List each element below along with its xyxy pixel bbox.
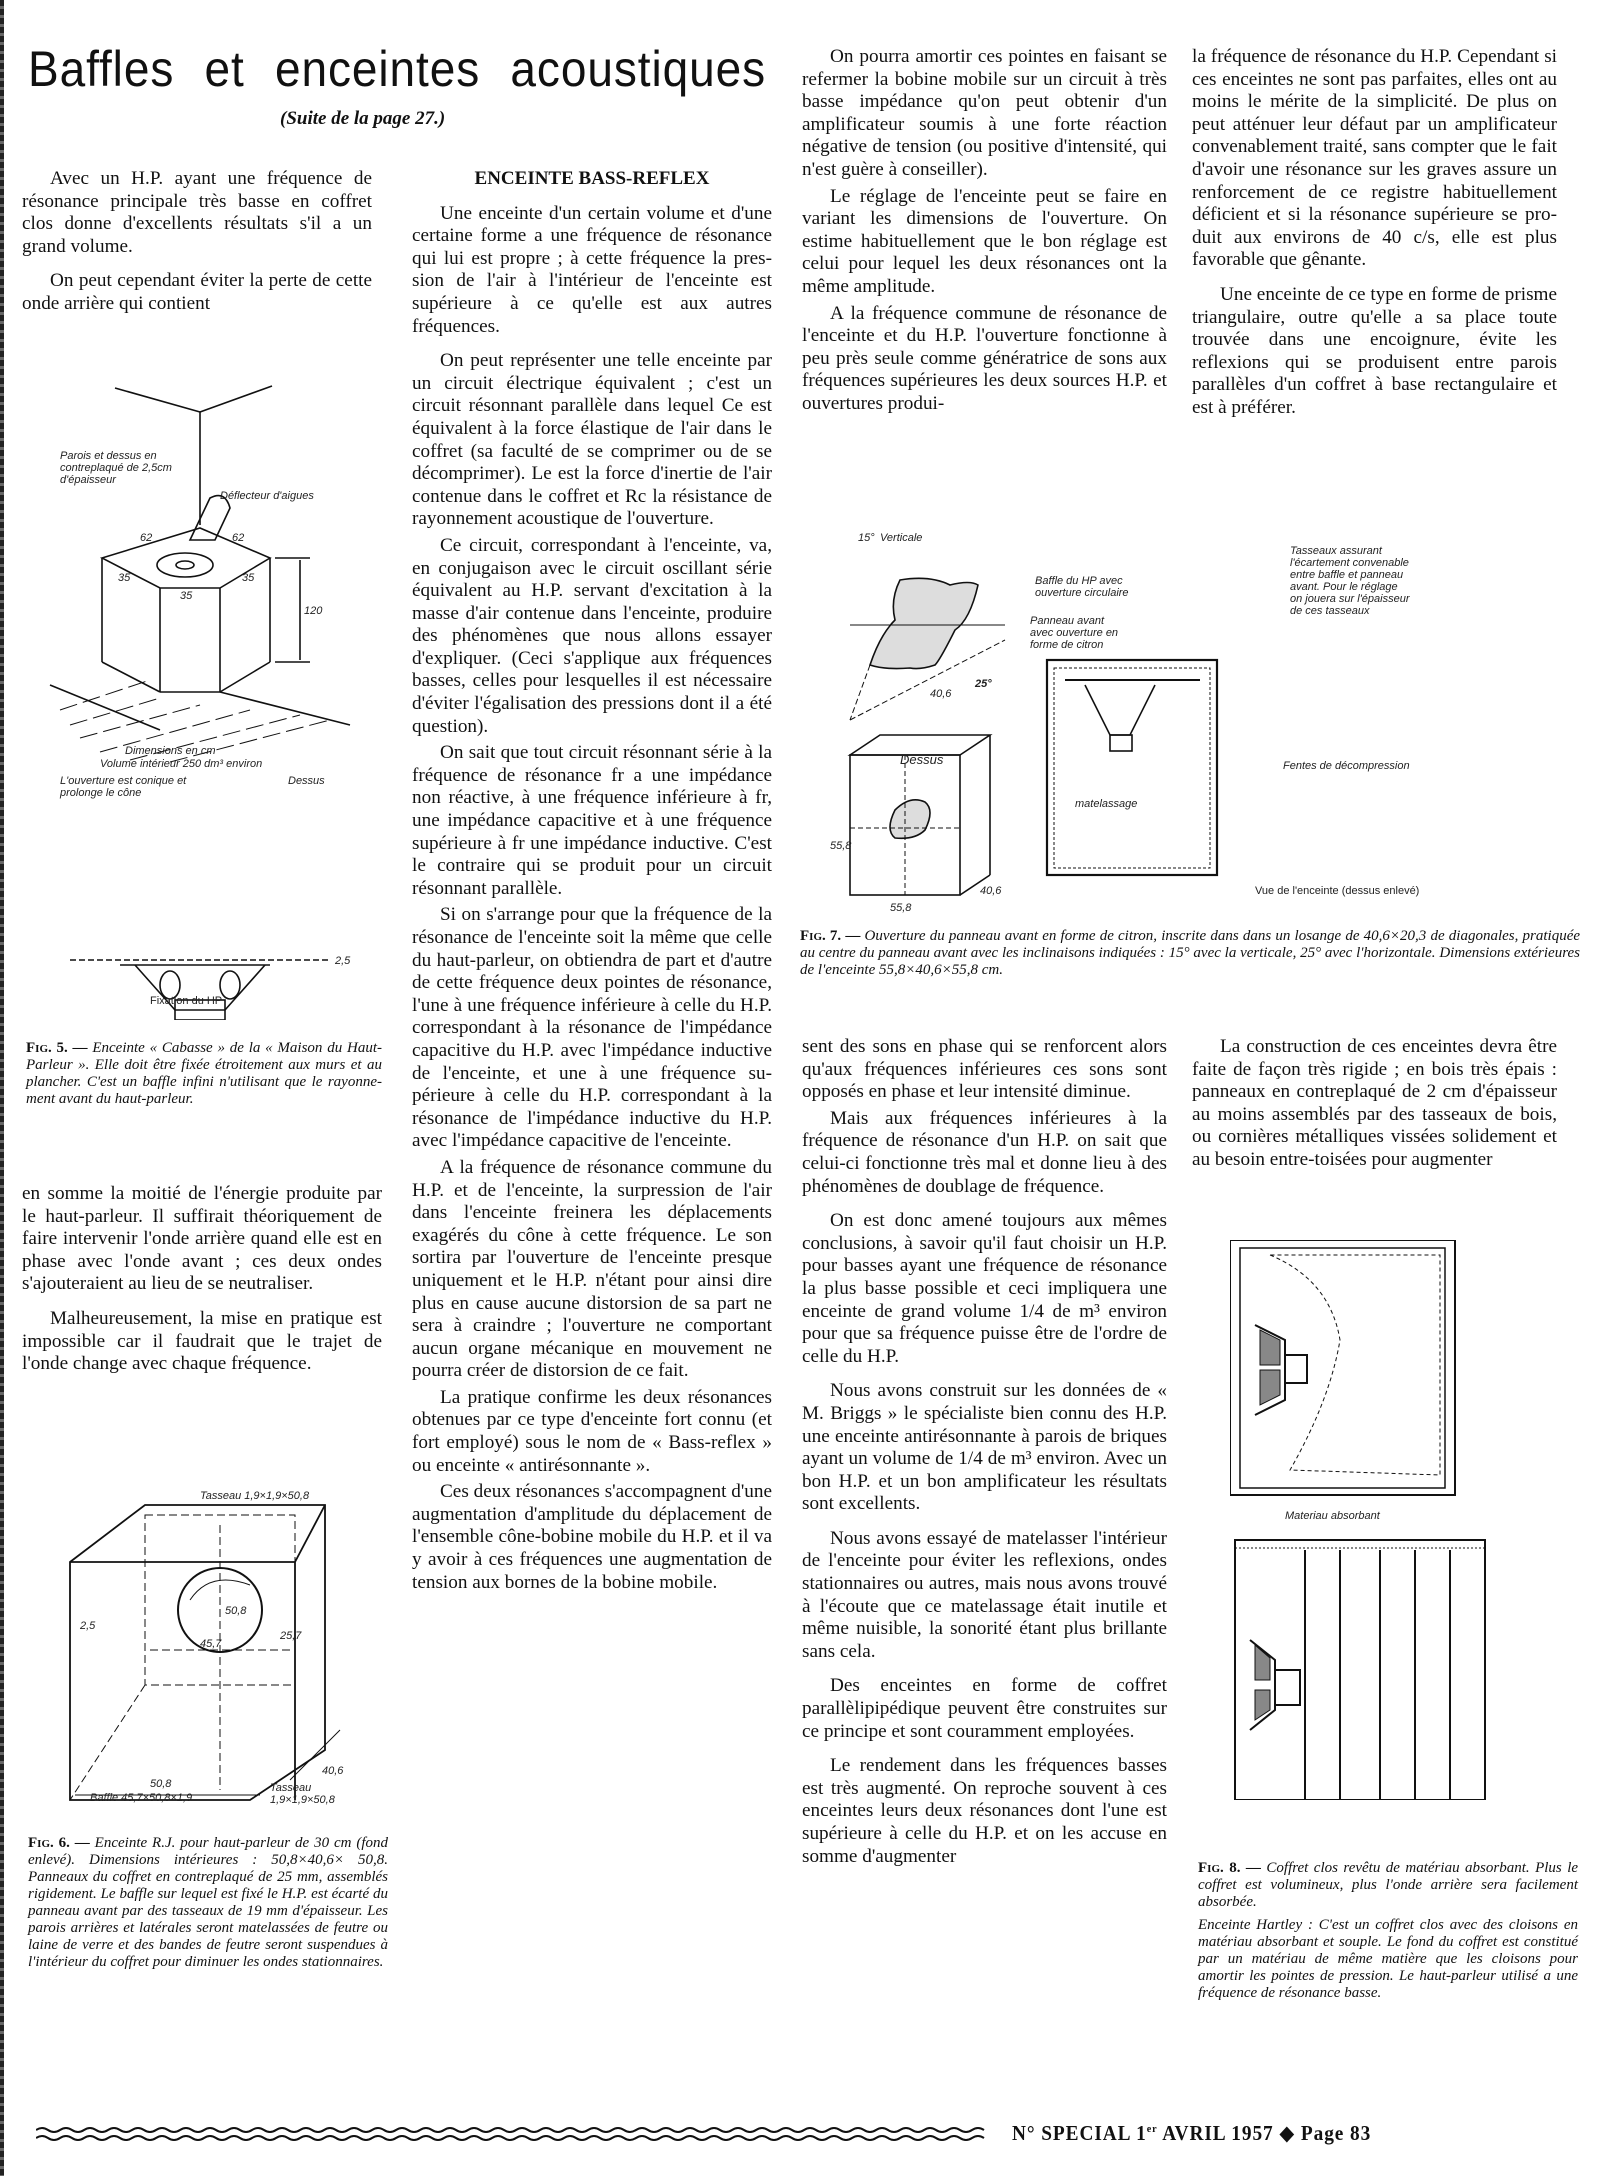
hartley-note: Enceinte Hartley : C'est un coffret clos avec des cloisons en matériau absorbant et souple. Le fond du coffret est constitué par un matériau de même matière que les cloisons pour amortir les pointes de pression. Le haut-parleur utilisé a une fréquence de résonance basse. xyxy=(1198,1917,1578,2001)
fig7-dim-558-side: 55,8 xyxy=(830,840,852,852)
fig5-opening-note: L'ouverture est conique et prolonge le cône xyxy=(60,775,187,799)
column-3-top xyxy=(802,46,1167,428)
fig7-vertical: Verticale xyxy=(880,532,923,544)
fig7-panel-note: Panneau avant avec ouverture en forme de citron xyxy=(1030,615,1119,651)
fig5-dim-top-left: 62 xyxy=(140,532,153,544)
paragraph: On sait que tout circuit résonnant série à la fréquence de résonance fr a une impédance non réactive, à une fréquence inférieure à fr, une impédance capacitive et à une fréquence supérieure à fr une impédance inductive. C'est le contraire qui se produit pour un circuit résonnant parallèle. xyxy=(412,742,772,899)
paragraph: A la fréquence commune de résonance de l'enceinte et du H.P. l'ouverture fonctionne à peu près seule comme génératrice de sons aux fréquences supérieures les deux sources H.P. et ouvertures produi- xyxy=(802,302,1167,414)
figure-7-drawing xyxy=(830,532,1590,914)
fig6-dim-bottom: 50,8 xyxy=(150,1778,172,1790)
paragraph: Le réglage de l'enceinte peut se faire en variant les dimensions de l'ouverture. On estime habituellement que le bon réglage est celui pour lequel les deux résonances ont la même amplitude. xyxy=(802,185,1167,297)
fig5-dim-top-right: 62 xyxy=(232,532,245,544)
figure-6-drawing xyxy=(40,1490,380,1810)
paragraph: Des enceintes en forme de coffret parallèlipipédique peuvent être construites sur ce principe et sont couramment employées. xyxy=(802,1675,1167,1742)
column-4-bottom xyxy=(1192,1036,1557,1184)
column-2 xyxy=(412,168,772,1598)
paragraph: Ce circuit, correspondant à l'enceinte, va, en conjugaison avec le circuit oscillant série équivalent au H.P. servant d'excitation à la masse d'air contenue dans l'enceinte, produire des phénomènes que nous allons essayer d'expliquer. (Ceci s'applique aux fréquences basses, celles pour lesquelles il est nécessaire d'éviter l'égalisation des pressions dont il a été question). xyxy=(412,534,772,737)
fig5-dimensions-note: Dimensions en cm xyxy=(125,745,216,757)
rj-enclosure-illustration xyxy=(40,1500,380,1810)
fig5-dim-height: 120 xyxy=(304,605,323,617)
paragraph: en somme la moitié de l'énergie produite par le haut-parleur. Il suffirait théoriquement de faire intervenir l'onde arrière quand elle est en phase avec l'onde avant ; ces deux ondes s'ajouteraient au lieu de se neutraliser. xyxy=(22,1183,382,1295)
bass-reflex-illustration xyxy=(830,540,1590,910)
paragraph: Malheureusement, la mise en pratique est impossible car il faudrait que le trajet de l'onde change avec chaque fréquence. xyxy=(22,1307,382,1375)
fig6-dim-25: 2,5 xyxy=(80,1620,96,1632)
caption-text: Enceinte « Cabasse » de la « Maison du Haut-Parleur ». Elle doit être fixée étroitement aux murs et au plancher. C'est un baffle infini n'utilisant que le rayonnement avant du haut-parleur. xyxy=(26,1040,382,1107)
fig5-top-label: Dessus xyxy=(288,775,325,787)
paragraph: Si on s'arrange pour que la fréquence de la résonance de l'enceinte soit la même que celle du haut-parleur, on obtiendra de part et d'autre de cette fréquence deux pointes de résonance, l'une à une fréquence inférieure à celle du H.P. correspondant à la résonance de l'impédance capacitive du H.P. avec l'impédance inductive de l'enceinte, et une à une fréquence supérieure à celle du H.P. correspondant à la résonance de l'impédance inductive du H.P. avec l'impédance capacitive de l'enceinte. xyxy=(412,904,772,1152)
figure-number: Fig. 5. — xyxy=(26,1040,88,1056)
paragraph: la fréquence de résonance du H.P. Cependant si ces enceintes ne sont pas parfaites, elles ont au moins le mérite de la simplicité. De plus on peut atténuer leur défaut par un amplificateur convenablement traité, sans compter que le fait d'avoir une résonance sur les graves assure un renforcement de ce registre habituellement déficient et si la résonance supérieure se produit aux environs de 40 c/s, elle est plus favorable que gênante. xyxy=(1192,46,1557,271)
figure-number: Fig. 8. — xyxy=(1198,1860,1261,1876)
fig5-deflector-label: Déflecteur d'aigues xyxy=(220,490,314,502)
fig7-tasseaux-note: Tasseaux assurant l'écartement convenable entre baffle et panneau avant. Pour le réglage on jouera sur l'épaisseur de ces tasseaux xyxy=(1290,545,1410,617)
issue-date: AVRIL 1957 xyxy=(1162,2121,1274,2145)
fig7-dim-406: 40,6 xyxy=(930,688,952,700)
fig7-angle25: 25° xyxy=(975,678,992,690)
fig5-dim-front: 35 xyxy=(180,590,193,602)
fig6-tasseau-top: Tasseau 1,9×1,9×50,8 xyxy=(200,1490,310,1502)
figure-7-caption xyxy=(800,928,1580,985)
paragraph: Nous avons essayé de matelasser l'intérieur de l'enceinte pour éviter les reflexions, ondes stationnaires ou autres, mais nous avons trouvé à l'écoute que ce matelassage était inutile et même nuisible, la sonorité étant plus brillante sans cela. xyxy=(802,1527,1167,1662)
figure-8-drawing xyxy=(1230,1240,1570,1800)
fig6-dim-457: 45,7 xyxy=(200,1638,222,1650)
paragraph: Une enceinte de ce type en forme de prisme triangulaire, outre qu'elle a sa place toute trouvée dans une encoignure, évite les reflexions qui se produisent entre parois parallèles d'un coffret à base rectangulaire et est à préférer. xyxy=(1192,283,1557,418)
paragraph: sent des sons en phase qui se renforcent alors qu'aux fréquences inférieures ces sons sont opposés en phase et leur intensité diminue. xyxy=(802,1036,1167,1103)
fig7-view-label: Vue de l'enceinte (dessus enlevé) xyxy=(1255,885,1420,897)
fig7-angle15: 15° xyxy=(858,532,875,544)
fig6-dim-257: 25,7 xyxy=(280,1630,302,1642)
closed-box-illustration xyxy=(1230,1240,1570,1800)
caption-text: Enceinte R.J. pour haut-parleur de 30 cm (fond enlevé). Dimensions intérieures : 50,8×40,6× 50,8. Panneaux du coffret en contreplaqué de 25 mm, assemblés rigidement. Le baffle sur lequel est fixé le H.P. est écarté du panneau avant par des tasseaux de 19 mm d'épaisseur. Les parois arrières et latérales seront matelassées de feutre ou laine de verre et des bandes de feutre seront suspendues à l'intérieur du coffret pour diminuer les ondes stationnaires. xyxy=(28,1835,388,1970)
fig6-dim-406: 40,6 xyxy=(322,1765,344,1777)
paragraph: On peut représenter une telle enceinte par un circuit électrique équivalent ; c'est un circuit résonnant parallèle dans lequel Ce est équivalent à la force élastique de l'air dans le coffret (sa faculté de se comprimer ou de se décomprimer). Le est la force d'inertie de l'air contenue dans le coffret et Rc la résistance de rayonnement acoustique de l'ouverture. xyxy=(412,350,772,530)
paragraph: La pratique confirme les deux résonances obtenues par ce type d'enceinte fort connu (et fort employé) sous le nom de « Bass-reflex » ou enceinte « antirésonnante ». xyxy=(412,1386,772,1476)
paragraph: On peut cependant éviter la perte de cette onde arrière qui contient xyxy=(22,270,372,314)
column-1-top xyxy=(22,168,372,328)
issue-day: 1 xyxy=(1136,2121,1147,2145)
article-title: Baffles et enceintes acoustiques xyxy=(28,41,767,97)
fig8-absorbent-label: Materiau absorbant xyxy=(1285,1510,1380,1522)
column-4-top xyxy=(1192,46,1557,432)
fig5-mount-label: Fixation du HP xyxy=(150,995,223,1007)
issue-day-suffix: er xyxy=(1146,2123,1158,2135)
paragraph: La construction de ces enceintes devra être faite de façon très rigide ; en bois très épais : panneaux en contreplaqué de 2 cm d'épaisseur au moins assemblés par des tasseaux de bois, ou cornières métalliques vissées solidement et au besoin entre-toisées pour augmenter xyxy=(1192,1036,1557,1170)
paragraph: Avec un H.P. ayant une fréquence de résonance principale très basse en coffret clos donne d'excellents résultats s'il a un grand volume. xyxy=(22,168,372,257)
figure-8-caption xyxy=(1198,1860,1578,2008)
fig6-baffle-label: Baffle 45,7×50,8×1,9 xyxy=(90,1792,193,1804)
fig6-tasseau-bottom: Tasseau 1,9×1,9×50,8 xyxy=(270,1782,335,1806)
issue-label: N° SPECIAL xyxy=(1012,2121,1131,2145)
fig5-dim-side-left: 35 xyxy=(118,572,131,584)
caption-text: Coffret clos revêtu de matériau absorbant. Plus le coffret est volumineux, plus l'onde arrière sera facilement absorbée. xyxy=(1198,1860,1579,1910)
paragraph: On est donc amené toujours aux mêmes conclusions, à savoir qu'il faut choisir un H.P. pour basses ayant une fréquence de résonance la plus basse possible et ceci impliquera une enceinte de grand volume 1/4 de m³ environ pour que sa fréquence puisse être de l'ordre de celle du H.P. xyxy=(802,1210,1167,1367)
paragraph: Nous avons construit sur les données de « M. Briggs » le spécialiste bien connu des H.P. une enceinte antirésonnante à parois de briques ayant un volume de 1/4 de m³ environ. Avec un bon H.P. et un bon amplificateur les résultats sont excellents. xyxy=(802,1380,1167,1515)
fig6-dim-vertical: 50,8 xyxy=(225,1605,247,1617)
caption-text: Ouverture du panneau avant en forme de citron, inscrite dans dans un losange de 40,6×20,3 de diagonales, pratiquée au centre du panneau avant avec les inclinaisons indiquées : 15° avec la verticale, 25° avec l'horizontale. Dimensions extérieures de l'enceinte 55,8×40,6×55,8 cm. xyxy=(800,928,1581,978)
fig7-fentes: Fentes de décompression xyxy=(1283,760,1410,772)
page-footer xyxy=(1012,2120,1371,2146)
section-heading: ENCEINTE BASS-REFLEX xyxy=(474,168,710,189)
fig7-top-label: Dessus xyxy=(900,752,944,767)
column-3-bottom xyxy=(802,1036,1167,1880)
paragraph: Mais aux fréquences inférieures à la fréquence de résonance d'un H.P. on sait que celui-ci fonctionne très mal et donne lieu à des phénomènes de doublage de fréquence. xyxy=(802,1107,1167,1197)
page-edge xyxy=(0,0,4,2176)
paragraph: Ces deux résonances s'accompagnent d'une augmentation d'amplitude du déplacement de l'ensemble cône-bobine mobile du H.P. et il va y avoir à ces fréquences une augmentation de tension aux bornes de la bobine mobile. xyxy=(412,1481,772,1593)
figure-number: Fig. 7. — xyxy=(800,928,861,944)
fig5-walls-label: Parois et dessus en contreplaqué de 2,5cm d'épaisseur xyxy=(60,450,172,486)
column-1-continuation xyxy=(22,1183,382,1388)
figure-5-caption xyxy=(26,1040,382,1114)
figure-5-drawing xyxy=(20,380,380,1020)
fig5-thickness: 2,5 xyxy=(335,955,351,967)
paragraph: A la fréquence de résonance commune du H.P. et de l'enceinte, la surpression de l'air dans l'enceinte freinera les déplacements exagérés du cône à cette fréquence. Le son sortira par l'ouverture de l'enceinte presque uniquement et le H.P. n'étant pour ainsi dire plus en cause aucune distorsion de sa part ne sera à craindre ; l'ouverture ne comportant aucun organe mécanique en mouvement ne pourra créer de distorsion de ce fait. xyxy=(412,1156,772,1382)
footer-wavy-rule xyxy=(36,2126,986,2142)
figure-6-caption xyxy=(28,1835,388,1977)
fig7-dim-406-depth: 40,6 xyxy=(980,885,1002,897)
paragraph: On pourra amortir ces pointes en faisant se refermer la bobine mobile sur un circuit à très basse impédance qu'on peut obtenir d'un amplificateur soumis à une forte réaction négative de tension (ou positive d'intensité, qui n'est guère à conseiller). xyxy=(802,46,1167,180)
fig5-dim-side-right: 35 xyxy=(242,572,255,584)
page-number: Page 83 xyxy=(1300,2121,1372,2145)
diamond-icon: ◆ xyxy=(1279,2121,1296,2145)
fig7-matelassage: matelassage xyxy=(1075,798,1138,810)
fig7-dim-558-bottom: 55,8 xyxy=(890,902,912,914)
paragraph: Une enceinte d'un certain volume et d'une certaine forme a une fréquence de résonance qui lui est propre ; à cette fréquence la pression de l'air à l'intérieur de l'enceinte est supérieure à ce qu'elle est aux autres fréquences. xyxy=(412,202,772,337)
fig5-volume-note: Volume intérieur 250 dm³ environ xyxy=(100,758,263,770)
paragraph: Le rendement dans les fréquences basses est très augmenté. On reproche souvent à ces enceintes leurs deux résonances dont l'une est supérieure à celle du H.P. et on les accuse en somme d'augmenter xyxy=(802,1755,1167,1867)
fig7-baffle-note: Baffle du HP avec ouverture circulaire xyxy=(1035,575,1129,599)
article-subtitle: (Suite de la page 27.) xyxy=(280,108,446,129)
figure-number: Fig. 6. — xyxy=(28,1835,90,1851)
